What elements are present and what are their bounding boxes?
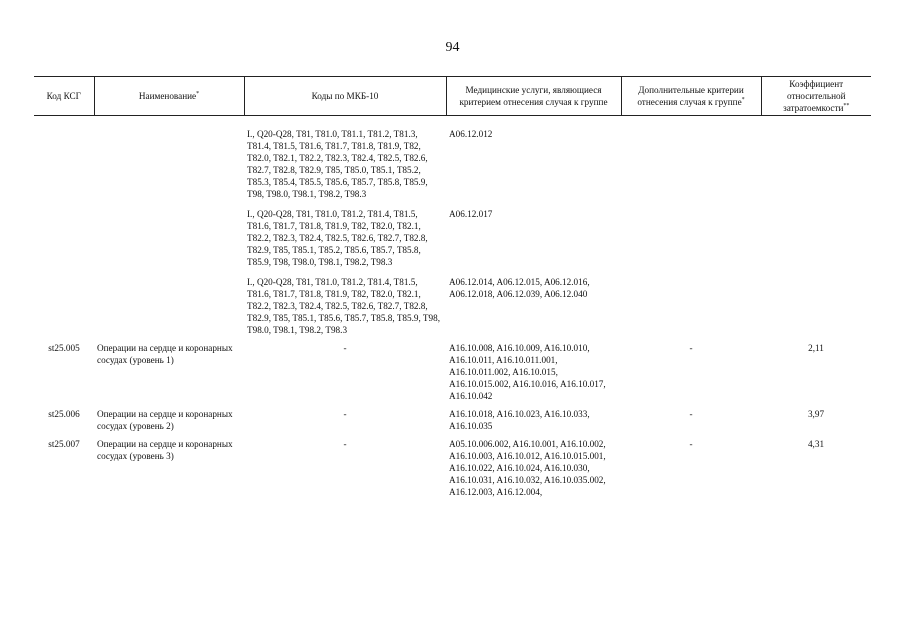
coefficient-cell: 4,31: [807, 439, 825, 449]
criteria-cell: -: [689, 439, 693, 449]
services-cell: A16.10.008, A16.10.009, A16.10.010, A16.10.011, A16.10.011.001, A16.10.011.002, A16.10.015, A16.10.015.002, A16.10.016, A16.10.017, A16.10.042: [449, 343, 606, 401]
header-code: [34, 77, 94, 116]
services-cell: A16.10.018, A16.10.023, A16.10.033, A16.10.035: [449, 409, 590, 431]
header-name-footnote: *: [196, 90, 200, 97]
ksg-name-cell: Операции на сердце и коронарных сосудах (уровень 2): [97, 409, 233, 431]
header-criteria-label: Дополнительные критерии отнесения случая к группе: [637, 85, 744, 107]
table-header-row: [34, 77, 871, 116]
table-row: [34, 336, 871, 402]
services-cell: A06.12.012: [449, 129, 493, 139]
header-coef-footnote: **: [843, 102, 850, 109]
criteria-cell: -: [689, 409, 693, 419]
header-code-label: Код КСГ: [46, 91, 81, 101]
mkb-codes-cell: I., Q20-Q28, T81, T81.0, T81.1, T81.2, T81.3, T81.4, T81.5, T81.6, T81.7, T81.8, T81.9, T82, T82.0, T82.1, T82.2, T82.3, T82.4, T82.5, T82.6, T82.7, T82.8, T82.9, T85, T85.0, T85.1, T85.2, T85.3, T85.4, T85.5, T85.6, T85.7, T85.8, T85.9, T98, T98.0, T98.1, T98.2, T98.3: [247, 129, 428, 199]
mkb-codes-cell: I., Q20-Q28, T81, T81.0, T81.2, T81.4, T81.5, T81.6, T81.7, T81.8, T81.9, T82, T82.0, T82.1, T82.2, T82.3, T82.4, T82.5, T82.6, T82.7, T82.8, T82.9, T85, T85.1, T85.6, T85.7, T85.8, T85.9, T98, T98.0, T98.1, T98.2, T98.3: [247, 277, 441, 335]
ksg-code-cell: st25.006: [48, 409, 80, 419]
coefficient-cell: 2,11: [808, 343, 824, 353]
page-number: 94: [445, 40, 460, 55]
ksg-code-cell: st25.005: [48, 343, 80, 353]
ksg-table: [34, 76, 871, 498]
criteria-cell: -: [689, 343, 693, 353]
header-mkb-label: Коды по МКБ-10: [311, 91, 379, 101]
services-cell: A06.12.014, A06.12.015, A06.12.016, A06.12.018, A06.12.039, A06.12.040: [449, 277, 590, 299]
mkb-codes-cell: -: [343, 409, 347, 419]
header-coef: [761, 77, 871, 116]
table-row: [34, 432, 871, 498]
header-name-label: Наименование: [138, 91, 197, 101]
mkb-codes-cell: -: [343, 343, 347, 353]
header-criteria-footnote: *: [741, 96, 745, 103]
ksg-name-cell: Операции на сердце и коронарных сосудах (уровень 1): [97, 343, 233, 365]
header-coef-label: Коэффициент относительной затратоемкости: [783, 79, 846, 113]
table-row: [34, 268, 871, 336]
header-mkb: [244, 77, 446, 116]
ksg-name-cell: Операции на сердце и коронарных сосудах (уровень 3): [97, 439, 233, 461]
table-row: [34, 402, 871, 432]
services-cell: A05.10.006.002, A16.10.001, A16.10.002, A16.10.003, A16.10.012, A16.10.015.001, A16.10.022, A16.10.024, A16.10.030, A16.10.031, A16.10.032, A16.10.035.002, A16.12.003, A16.12.004,: [449, 439, 606, 497]
table-row: [34, 116, 871, 201]
mkb-codes-cell: -: [343, 439, 347, 449]
header-criteria: [621, 77, 761, 116]
header-services: [446, 77, 621, 116]
table-row: [34, 200, 871, 268]
header-services-label: Медицинские услуги, являющиеся критерием отнесения случая к группе: [459, 85, 608, 107]
services-cell: A06.12.017: [449, 209, 493, 219]
header-name: [94, 77, 244, 116]
coefficient-cell: 3,97: [807, 409, 825, 419]
mkb-codes-cell: I., Q20-Q28, T81, T81.0, T81.2, T81.4, T81.5, T81.6, T81.7, T81.8, T81.9, T82, T82.0, T82.1, T82.2, T82.3, T82.4, T82.5, T82.6, T82.7, T82.8, T82.9, T85, T85.1, T85.2, T85.6, T85.7, T85.8, T85.9, T98, T98.0, T98.1, T98.2, T98.3: [247, 209, 428, 267]
ksg-code-cell: st25.007: [48, 439, 80, 449]
